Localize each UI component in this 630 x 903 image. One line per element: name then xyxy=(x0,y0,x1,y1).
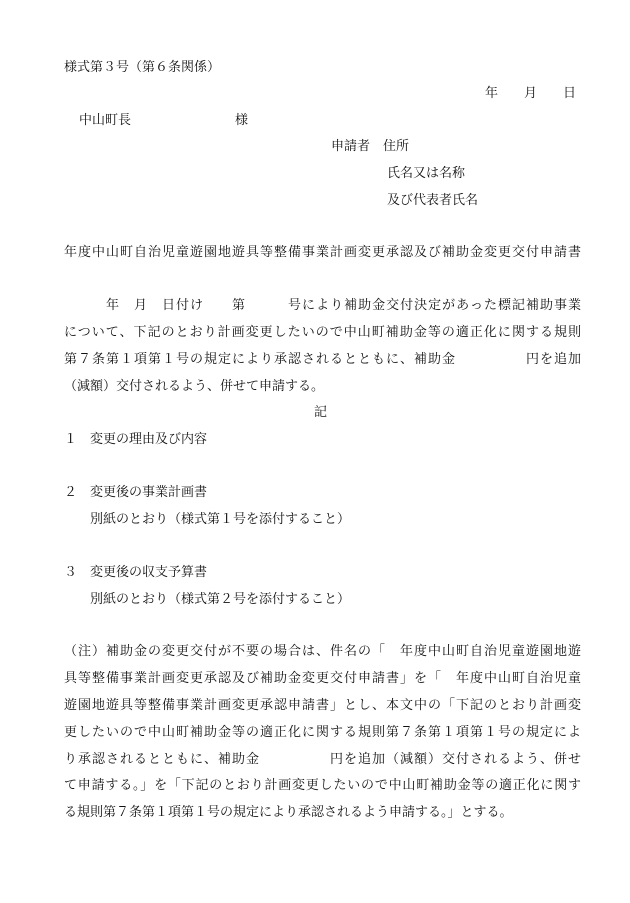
item-detail: 別紙のとおり（様式第１号を添付すること） xyxy=(90,512,351,527)
applicant-name-label: 氏名又は名称 xyxy=(387,166,466,181)
body-line: について、下記のとおり計画変更したいので中山町補助金等の適正化に関する規則 xyxy=(64,325,581,340)
addressee: 中山町長 様 xyxy=(79,113,249,128)
body-line: 第７条第１項第１号の規定により承認されるとともに、補助金 円を追加 xyxy=(64,352,581,367)
applicant-rep-label: 及び代表者氏名 xyxy=(387,193,479,208)
note-line: （注）補助金の変更交付が不要の場合は、件名の「 年度中山町自治児童遊園地遊 xyxy=(64,644,581,659)
note-line: 更したいので中山町補助金等の適正化に関する規則第７条第１項第１号の規定によ xyxy=(64,725,581,740)
note-line: る規則第７条第１項第１号の規定により承認されるよう申請する。」とする。 xyxy=(64,805,513,820)
item-detail: 別紙のとおり（様式第２号を添付すること） xyxy=(90,592,351,607)
applicant-address-label: 申請者 住所 xyxy=(331,139,410,154)
item-heading: ２ 変更後の事業計画書 xyxy=(64,485,208,500)
ki-heading: 記 xyxy=(314,405,328,420)
note-line: り承認されるとともに、補助金 円を追加（減額）交付されるよう、併せ xyxy=(64,752,581,767)
note-line: 遊園地遊具等整備事業計画変更承認申請書」とし、本文中の「下記のとおり計画変 xyxy=(64,698,581,713)
item-heading: ３ 変更後の収支予算書 xyxy=(64,565,208,580)
form-number: 様式第３号（第６条関係） xyxy=(64,60,221,75)
date-line: 年 月 日 xyxy=(485,86,577,101)
item-heading: １ 変更の理由及び内容 xyxy=(64,432,208,447)
note-line: て申請する。」を「下記のとおり計画変更したいので中山町補助金等の適正化に関す xyxy=(64,778,581,793)
document-title: 年度中山町自治児童遊園地遊具等整備事業計画変更承認及び補助金変更交付申請書 xyxy=(64,245,581,260)
body-line: 年 月 日付け 第 号により補助金交付決定があった標記補助事業 xyxy=(64,298,581,313)
body-line: （減額）交付されるよう、併せて申請する。 xyxy=(64,379,325,394)
note-line: 具等整備事業計画変更承認及び補助金変更交付申請書」を「 年度中山町自治児童 xyxy=(64,671,581,686)
